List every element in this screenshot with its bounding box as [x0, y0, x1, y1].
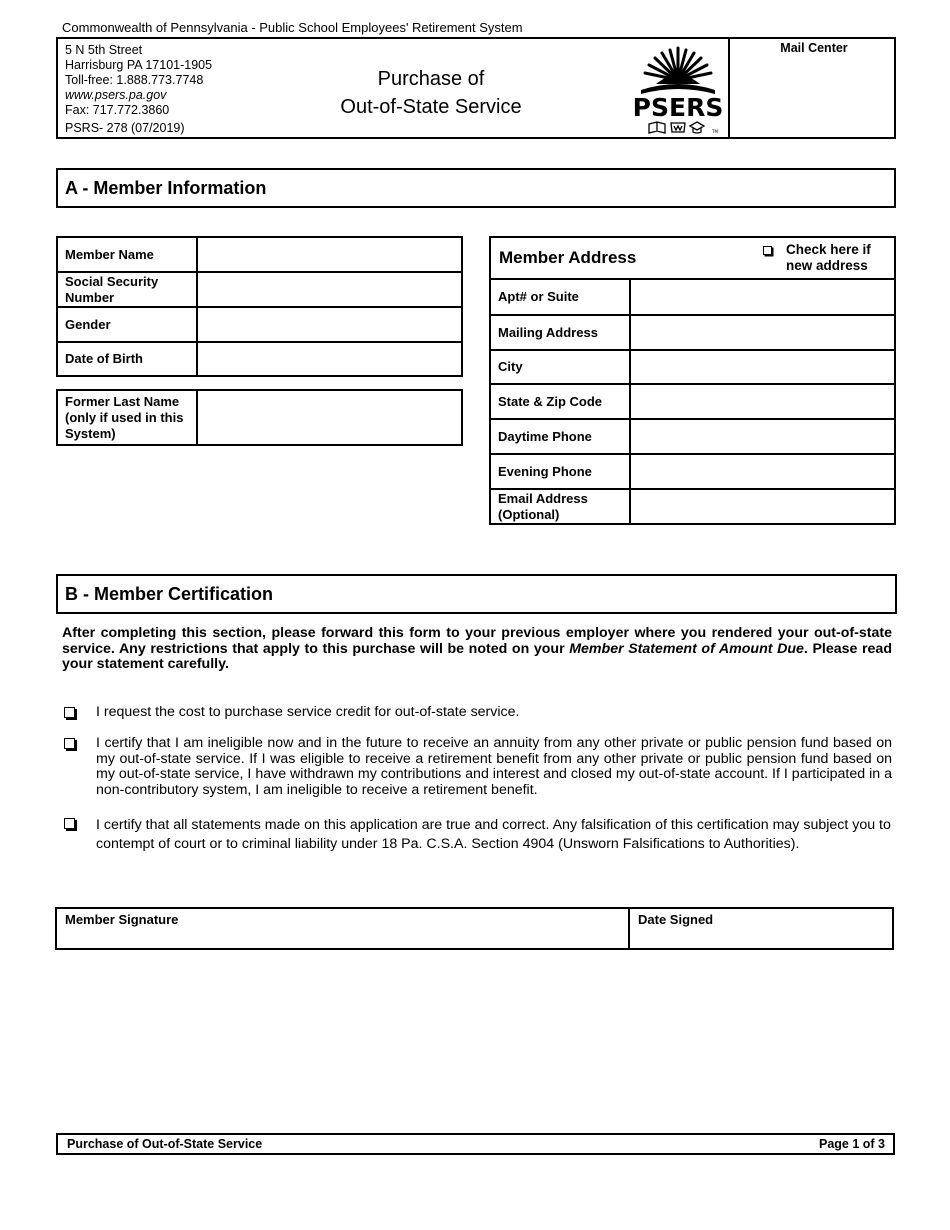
daytime-phone-input[interactable] [631, 420, 894, 453]
state-zip-input[interactable] [631, 385, 894, 418]
email-input[interactable] [631, 490, 894, 523]
dob-input[interactable] [198, 343, 461, 375]
member-signature-field[interactable] [57, 909, 630, 948]
evening-phone-label: Evening Phone [491, 455, 631, 488]
footer-title: Purchase of Out-of-State Service [67, 1137, 263, 1151]
form-number: PSRS- 278 (07/2019) [65, 121, 185, 135]
city-state-zip: Harrisburg PA 17101-1905 [65, 58, 213, 72]
ineligible-checkbox[interactable] [64, 738, 75, 749]
certification-text: I request the cost to purchase service credit for out-of-state service. [96, 704, 520, 720]
new-address-checkbox[interactable] [763, 246, 772, 255]
section-b-header: B - Member Certification [56, 574, 897, 614]
member-name-row [58, 238, 461, 273]
true-correct-checkbox[interactable] [64, 818, 75, 829]
email-label: Email Address (Optional) [491, 490, 631, 523]
state-zip-label: State & Zip Code [491, 385, 631, 418]
former-name-label: Former Last Name (only if used in this System) [58, 391, 198, 444]
toll-free-phone: Toll-free: 1.888.773.7748 [65, 73, 204, 87]
member-address-table [489, 236, 896, 525]
date-signed-label: Date Signed [638, 912, 714, 927]
statement-title: Member Statement of Amount Due [569, 640, 804, 657]
new-address-label: Check here if new address [786, 242, 871, 273]
mail-center-box: Mail Center [728, 37, 898, 139]
evening-phone-input[interactable] [631, 455, 894, 488]
member-address-header [491, 238, 894, 280]
member-name-input[interactable] [198, 238, 461, 271]
form-title: Purchase of Out-of-State Service [340, 68, 522, 118]
city-row [491, 351, 894, 385]
member-signature-label: Member Signature [65, 912, 179, 927]
certification-instructions: After completing this section, please forward this form to your previous employer where you rendered your out-of-state service. Any restrictions that apply to this purchase will be noted on your Member Statement of Amount Due. Please read your statement carefully. [62, 625, 892, 672]
dob-label: Date of Birth [58, 343, 198, 375]
certification-item [62, 816, 892, 854]
state-zip-row [491, 385, 894, 420]
mailing-address-input[interactable] [631, 316, 894, 349]
logo-text: PSERS [633, 93, 723, 122]
apt-suite-input[interactable] [631, 280, 894, 314]
former-name-table [56, 389, 463, 446]
section-a-header: A - Member Information [56, 168, 896, 208]
svg-text:TM: TM [712, 129, 718, 134]
agency-address [65, 43, 212, 136]
signature-table [55, 907, 894, 950]
apt-suite-label: Apt# or Suite [491, 280, 631, 314]
daytime-phone-label: Daytime Phone [491, 420, 631, 453]
gender-row [58, 308, 461, 343]
member-name-label: Member Name [58, 238, 198, 271]
dob-row [58, 343, 461, 375]
daytime-phone-row [491, 420, 894, 455]
former-name-row [58, 391, 461, 444]
email-row [491, 490, 894, 523]
ssn-label: Social Security Number [58, 273, 198, 306]
certification-item [62, 705, 892, 721]
member-address-title: Member Address [499, 248, 637, 267]
certification-text: I certify that all statements made on this application are true and correct. Any falsification of this certification may subject you to contempt of court or to criminal liability under 18 Pa. C.S.A. Section 4904 (Unsworn Falsifications to Authorities). [96, 817, 891, 852]
request-cost-checkbox[interactable] [64, 707, 75, 718]
street-address: 5 N 5th Street [65, 43, 143, 57]
website-link[interactable]: www.psers.pa.gov [65, 88, 167, 102]
certification-item [62, 736, 892, 798]
gender-input[interactable] [198, 308, 461, 341]
apt-suite-row [491, 280, 894, 316]
former-name-input[interactable] [198, 391, 461, 444]
mailing-address-label: Mailing Address [491, 316, 631, 349]
ssn-row [58, 273, 461, 308]
psers-logo [633, 44, 723, 136]
date-signed-field[interactable] [630, 909, 892, 948]
new-address-option [763, 242, 876, 274]
city-label: City [491, 351, 631, 383]
ssn-input[interactable] [198, 273, 461, 306]
form-header [56, 37, 896, 139]
personal-info-table [56, 236, 463, 377]
fax-number: Fax: 717.772.3860 [65, 103, 170, 117]
page-number: Page 1 of 3 [819, 1137, 885, 1151]
gender-label: Gender [58, 308, 198, 341]
page-footer [56, 1133, 895, 1155]
certification-text: I certify that I am ineligible now and in the future to receive an annuity from any other private or public pension fund based on my out-of-state service. If I was eligible to receive a retirement benefit from any other private or public pension fund based on my out-of-state service, I have withdrawn my contributions and interest and closed my out-of-state account. If I participated in a non-contributory system, I am ineligible to receive a retirement benefit. [96, 735, 892, 798]
mailing-address-row [491, 316, 894, 351]
city-input[interactable] [631, 351, 894, 383]
evening-phone-row [491, 455, 894, 490]
agency-name: Commonwealth of Pennsylvania - Public School Employees' Retirement System [62, 20, 523, 35]
